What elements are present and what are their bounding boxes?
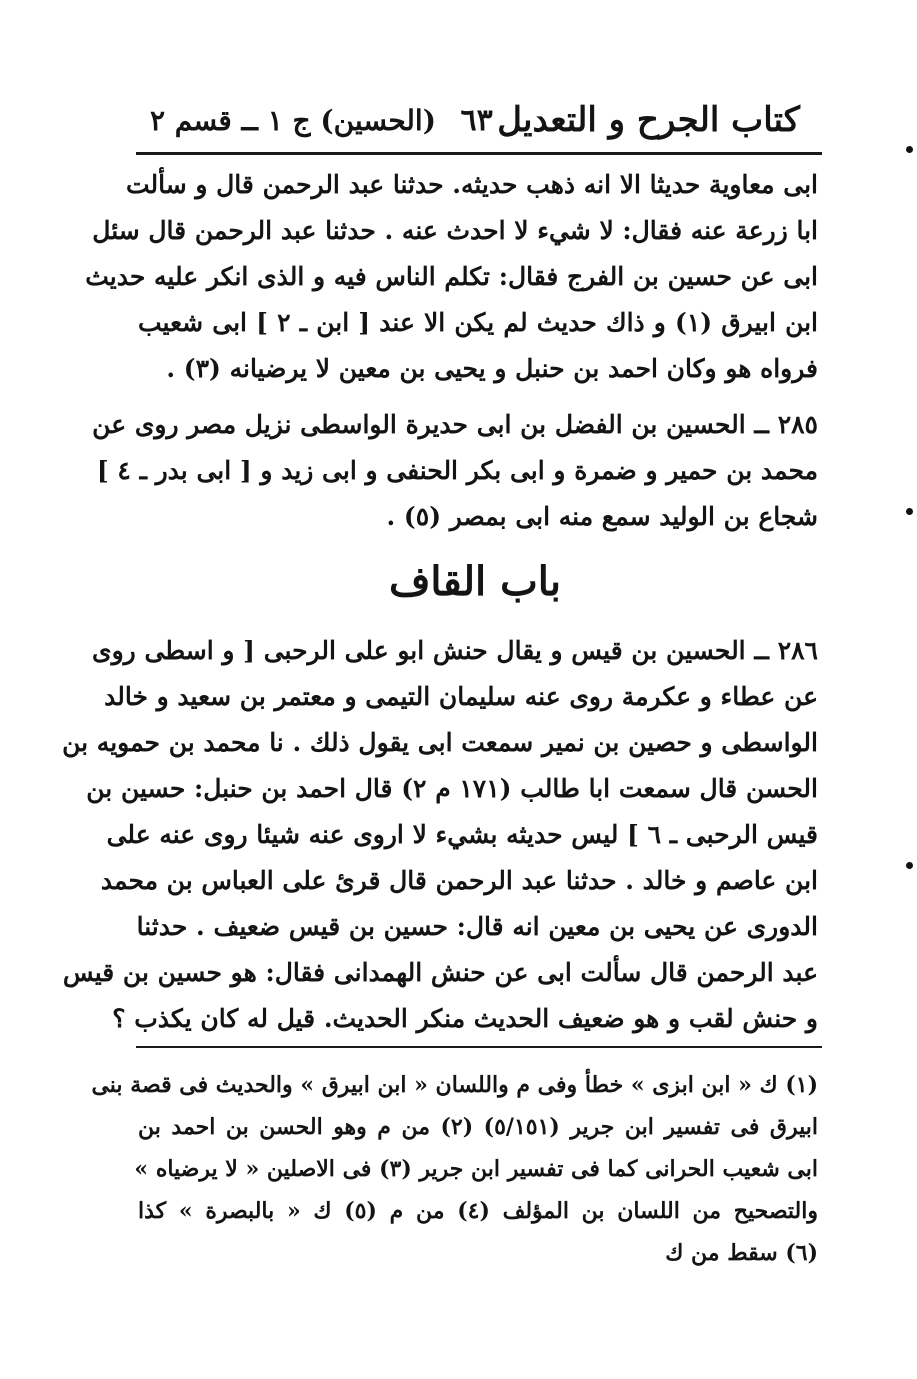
- footnotes: [91, 1064, 818, 1274]
- continued-entry: [85, 162, 819, 392]
- text-line: ابن عاصم و خالد . حدثنا عبد الرحمن قال قرئ على العباس بن محمد: [100, 866, 818, 895]
- footnote-line: ابى شعيب الحرانى كما فى تفسير ابن جرير (٣) فى الاصلين « لا يرضياه »: [134, 1156, 818, 1182]
- text-line: قيس الرحبى ـ ٦ ] ليس حديثه بشيء لا اروى عنه شيئا روى عنه على: [106, 820, 818, 849]
- text-line: ٢٨٦ ــ الحسين بن قيس و يقال حنش ابو على الرحبى [ و اسطى روى: [92, 636, 818, 665]
- text-line: الواسطى و حصين بن نمير سمعت ابى يقول ذلك . نا محمد بن حمويه بن: [62, 728, 818, 757]
- entry-285: [92, 402, 818, 540]
- footnote-divider: [136, 1046, 822, 1048]
- text-line: شجاع بن الوليد سمع منه ابى بمصر (٥) .: [386, 502, 818, 531]
- text-line: فرواه هو وكان احمد بن حنبل و يحيى بن معين لا يرضيانه (٣) .: [166, 354, 818, 383]
- entry-286: [62, 628, 818, 1042]
- text-line: ابى عن حسين بن الفرج فقال: تكلم الناس فيه و الذى انكر عليه حديث: [85, 262, 818, 291]
- scan-speck: [906, 862, 913, 869]
- text-line: ابى معاوية حديثا الا انه ذهب حديثه. حدثنا عبد الرحمن قال و سألت: [125, 170, 818, 199]
- footnote-line: ابيرق فى تفسير ابن جرير (٥/١٥١) (٢) من م وهو الحسن بن احمد بن: [138, 1114, 818, 1140]
- text-line: عن عطاء و عكرمة روى عنه سليمان التيمى و معتمر بن سعيد و خالد: [104, 682, 818, 711]
- text-line: و حنش لقب و هو ضعيف الحديث منكر الحديث. قيل له كان يكذب ؟: [112, 1004, 818, 1033]
- scan-speck: [906, 146, 913, 153]
- book-title: كتاب الجرح و التعديل: [497, 100, 800, 140]
- footnote-line: والتصحيح من اللسان بن المؤلف (٤) من م (٥) ك « بالبصرة » كذا: [138, 1198, 818, 1224]
- footnote-line: (٦) سقط من ك: [665, 1240, 818, 1266]
- text-line: محمد بن حمير و ضمرة و ابى بكر الحنفى و ابى زيد و [ ابى بدر ـ ٤ ]: [96, 456, 818, 485]
- text-line: ابا زرعة عنه فقال: لا شيء لا احدث عنه . حدثنا عبد الرحمن قال سئل: [92, 216, 818, 245]
- text-line: عبد الرحمن قال سألت ابى عن حنش الهمدانى فقال: هو حسين بن قيس: [62, 958, 818, 987]
- chapter-heading: باب القاف: [388, 558, 562, 605]
- running-header: [150, 92, 800, 148]
- text-line: ابن ابيرق (١) و ذاك حديث لم يكن الا عند [ ابن ـ ٢ ] ابى شعيب: [138, 308, 819, 337]
- text-line: الحسن قال سمعت ابا طالب (١٧١ م ٢) قال احمد بن حنبل: حسين بن: [86, 774, 818, 803]
- footnote-line: (١) ك « ابن ابزى » خطأ وفى م واللسان « ابن ابيرق » والحديث فى قصة بنى: [91, 1072, 818, 1098]
- text-line: ٢٨٥ ــ الحسين بن الفضل بن ابى حديرة الواسطى نزيل مصر روى عن: [92, 410, 818, 439]
- text-line: الدورى عن يحيى بن معين انه قال: حسين بن قيس ضعيف . حدثنا: [136, 912, 818, 941]
- scan-speck: [906, 508, 913, 515]
- header-divider: [136, 152, 822, 155]
- page-number: ٦٣: [460, 102, 493, 138]
- section-label: (الحسين) ج ١ ــ قسم ٢: [150, 103, 436, 137]
